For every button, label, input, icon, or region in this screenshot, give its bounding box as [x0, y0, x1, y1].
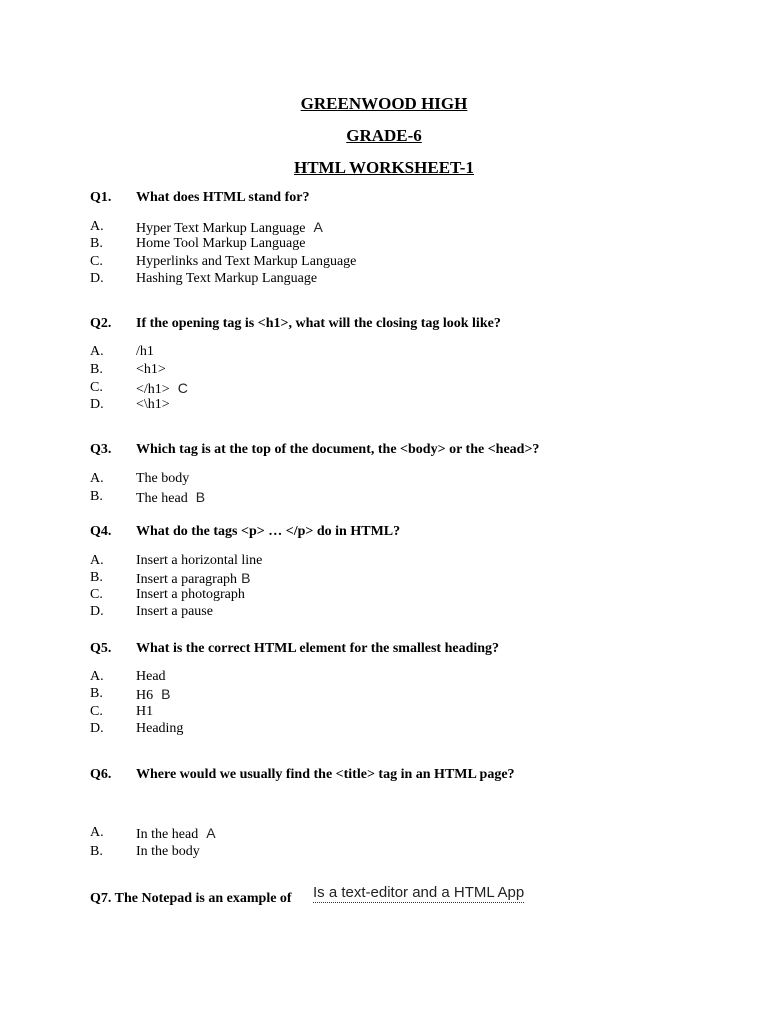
option-letter: B. [90, 362, 103, 377]
worksheet-title: HTML WORKSHEET-1 [294, 158, 474, 177]
option-letter: C. [90, 704, 103, 719]
question-text: What is the correct HTML element for the smallest heading? [136, 641, 500, 656]
option-letter: C. [90, 587, 103, 602]
option-letter: D. [90, 271, 104, 286]
option-text: H6 [136, 688, 154, 703]
option-letter: A. [90, 825, 104, 840]
option-text: Home Tool Markup Language [136, 236, 306, 251]
question-text: Where would we usually find the <title> tag in an HTML page? [136, 767, 515, 782]
option-text: Hyper Text Markup Language [136, 221, 306, 236]
option-letter: C. [90, 380, 103, 395]
option-c [136, 380, 188, 398]
question-text: What do the tags <p> … </p> do in HTML? [136, 524, 401, 539]
option-letter: A. [90, 219, 104, 234]
q7-answer-field[interactable]: Is a text-editor and a HTML App [313, 884, 525, 901]
option-text: Insert a pause [136, 604, 213, 619]
option-letter: C. [90, 254, 103, 269]
option-text: In the body [136, 844, 200, 859]
question-text: Which tag is at the top of the document, the <body> or the <head>? [136, 442, 540, 457]
option-text: H1 [136, 704, 154, 719]
option-text: Hyperlinks and Text Markup Language [136, 254, 357, 269]
handwritten-answer: C [177, 380, 188, 396]
option-letter: B. [90, 489, 103, 504]
option-letter: A. [90, 553, 104, 568]
q7-prompt: Q7. The Notepad is an example of [90, 891, 292, 906]
option-letter: D. [90, 721, 104, 736]
option-text: The head [136, 491, 188, 506]
school-title: GREENWOOD HIGH [300, 94, 468, 113]
option-text: Insert a horizontal line [136, 553, 263, 568]
option-text: <h1> [136, 362, 166, 377]
option-a [136, 219, 323, 237]
option-text: Insert a photograph [136, 587, 245, 602]
option-letter: B. [90, 570, 103, 585]
option-text: /h1 [136, 344, 154, 359]
option-letter: A. [90, 344, 104, 359]
question-number: Q1. [90, 190, 112, 205]
option-text: Head [136, 669, 166, 684]
grade-title: GRADE-6 [346, 126, 422, 145]
option-text: In the head [136, 827, 199, 842]
option-letter: B. [90, 844, 103, 859]
option-letter: A. [90, 669, 104, 684]
option-letter: B. [90, 686, 103, 701]
question-number: Q4. [90, 524, 112, 539]
question-number: Q3. [90, 442, 112, 457]
question-text: If the opening tag is <h1>, what will the closing tag look like? [136, 316, 501, 331]
option-text: </h1> [136, 382, 170, 397]
option-text: The body [136, 471, 190, 486]
handwritten-answer: B [241, 570, 251, 586]
option-letter: B. [90, 236, 103, 251]
question-number: Q5. [90, 641, 112, 656]
handwritten-answer: A [206, 825, 216, 841]
option-text: Hashing Text Markup Language [136, 271, 318, 286]
question-number: Q6. [90, 767, 112, 782]
option-b [136, 489, 205, 507]
option-letter: D. [90, 397, 104, 412]
option-text: <\h1> [136, 397, 170, 412]
option-letter: D. [90, 604, 104, 619]
option-b [136, 686, 170, 704]
handwritten-answer: B [161, 686, 171, 702]
question-text: What does HTML stand for? [136, 190, 310, 205]
handwritten-answer: B [195, 489, 206, 505]
option-letter: A. [90, 471, 104, 486]
option-b [136, 570, 250, 588]
question-number: Q2. [90, 316, 112, 331]
option-text: Heading [136, 721, 184, 736]
option-a [136, 825, 216, 843]
option-text: Insert a paragraph [136, 572, 238, 587]
handwritten-answer: A [313, 219, 323, 235]
